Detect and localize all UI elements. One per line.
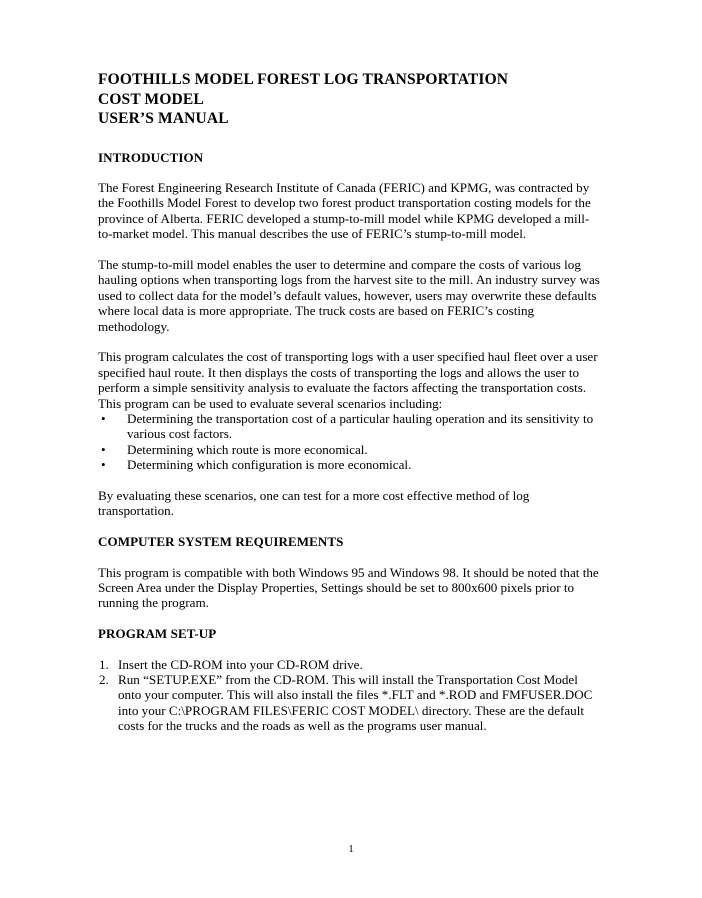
introduction-bullet-list bbox=[98, 411, 601, 473]
spacer bbox=[98, 473, 601, 488]
document-title-line-2: COST MODEL bbox=[98, 90, 204, 108]
section-heading-program-setup: PROGRAM SET-UP bbox=[98, 626, 217, 642]
introduction-paragraph-3: This program calculates the cost of transporting logs with a user specified haul fleet over a user specified haul route. It then displays the costs of transporting the logs and allows the user to perform a simple sensitivity analysis to evaluate the factors affecting the transportation costs. This program can be used to evaluate several scenarios including: bbox=[98, 349, 598, 411]
list-item-text: Run “SETUP.EXE” from the CD-ROM. This will install the Transportation Cost Model onto your computer. This will also install the files *.FLT and *.ROD and FMFUSER.DOC into your C:\PROGRAM FILES\FERIC COST MODEL\ directory. These are the default costs for the trucks and the roads as well as the programs user manual. bbox=[118, 672, 593, 734]
list-item bbox=[98, 442, 601, 457]
page-number: 1 bbox=[348, 843, 354, 855]
section-heading-introduction: INTRODUCTION bbox=[98, 149, 204, 165]
list-item bbox=[98, 672, 601, 734]
list-item-marker: 2. bbox=[99, 672, 109, 688]
program-setup-step-list bbox=[98, 657, 601, 734]
spacer bbox=[98, 550, 601, 565]
list-item bbox=[98, 657, 601, 672]
bullet-icon: • bbox=[101, 410, 106, 426]
introduction-paragraph-4: By evaluating these scenarios, one can test for a more cost effective method of log transportation. bbox=[98, 487, 530, 519]
spacer bbox=[98, 642, 601, 657]
document-title-line-1: FOOTHILLS MODEL FOREST LOG TRANSPORTATION bbox=[98, 71, 509, 88]
computer-system-requirements-paragraph-1: This program is compatible with both Windows 95 and Windows 98. It should be noted that the Screen Area under the Display Properties, Settings should be set to 800x600 pixels prior to running the program. bbox=[98, 564, 599, 611]
spacer bbox=[98, 334, 601, 349]
introduction-paragraph-2: The stump-to-mill model enables the user to determine and compare the costs of various log hauling options when transporting logs from the harvest site to the mill. An industry survey was used to collect data for the model’s default values, however, users may overwrite these defaults where local data is more appropriate. The truck costs are based on FERIC’s costing methodology. bbox=[98, 256, 600, 334]
document-body bbox=[98, 70, 601, 734]
list-item bbox=[98, 411, 601, 442]
list-item-marker: 1. bbox=[99, 656, 109, 672]
list-item-text: Determining the transportation cost of a particular hauling operation and its sensitivity to various cost factors. bbox=[127, 410, 594, 442]
bullet-icon: • bbox=[101, 457, 106, 473]
list-item-text: Determining which configuration is more economical. bbox=[127, 457, 412, 473]
spacer bbox=[98, 519, 601, 534]
spacer bbox=[98, 242, 601, 257]
list-item bbox=[98, 457, 601, 472]
document-title bbox=[98, 70, 601, 129]
spacer bbox=[98, 165, 601, 180]
section-heading-computer-system-requirements: COMPUTER SYSTEM REQUIREMENTS bbox=[98, 534, 344, 550]
document-title-line-3: USER’S MANUAL bbox=[98, 110, 229, 127]
introduction-paragraph-1: The Forest Engineering Research Institute of Canada (FERIC) and KPMG, was contracted by the Foothills Model Forest to develop two forest product transportation costing models for the province of Alberta. FERIC developed a stump-to-mill model while KPMG developed a mill-to-market model. This manual describes the use of FERIC’s stump-to-mill model. bbox=[98, 179, 591, 242]
list-item-text: Insert the CD-ROM into your CD-ROM drive. bbox=[118, 656, 363, 672]
list-item-text: Determining which route is more economical. bbox=[127, 441, 368, 457]
spacer bbox=[98, 611, 601, 626]
bullet-icon: • bbox=[101, 441, 106, 457]
spacer bbox=[98, 129, 601, 150]
